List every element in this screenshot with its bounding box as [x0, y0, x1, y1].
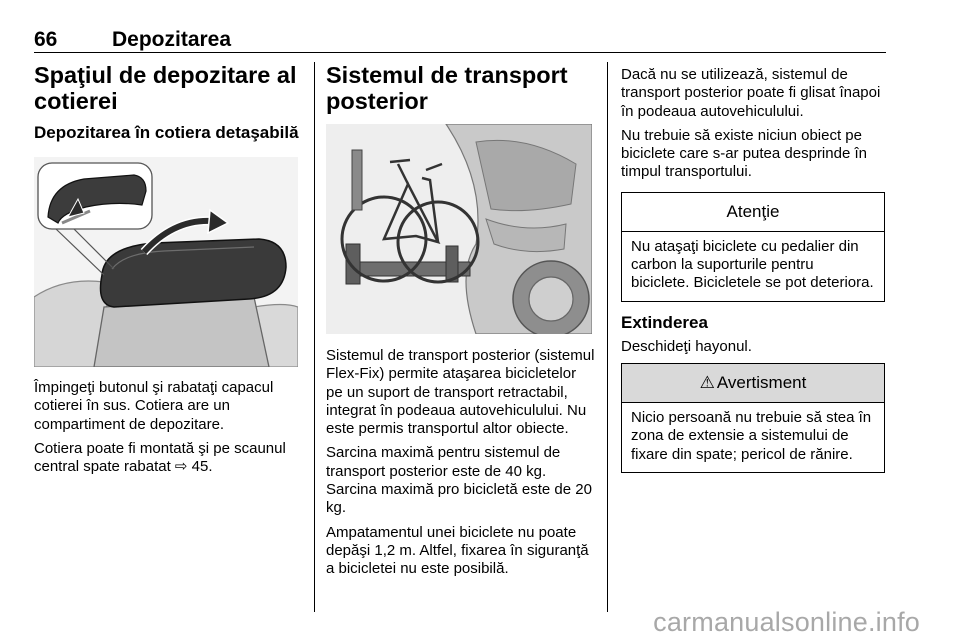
notice-title: Atenţie	[622, 193, 884, 232]
armrest-illustration	[34, 157, 298, 367]
column-2	[326, 62, 596, 579]
warning-title: Avertisment	[716, 372, 807, 392]
armrest-storage-heading: Spaţiul de depozitare al cotierei	[34, 62, 297, 114]
detachable-armrest-subheading: Depozitarea în cotiera detaşabilă	[34, 123, 299, 142]
column-divider-1	[314, 62, 315, 612]
page-number: 66	[34, 28, 58, 51]
armrest-instruction-text: Împingeţi butonul şi rabataţi capacul cotierei în sus. Cotiera are un compartiment de depozitare.	[34, 379, 274, 433]
armrest-mounting-text: Cotiera poate fi montată şi pe scaunul central spate rabatat ⇨ 45.	[34, 439, 286, 476]
carrier-retract-text: Dacă nu se utilizează, sistemul de transport posterior poate fi glisat înapoi în podeaua autovehiculului.	[621, 66, 881, 120]
warning-body: Nicio persoană nu trebuie să stea în zona de extensie a sistemului de fixare din spate; pericol de rănire.	[631, 408, 872, 463]
section-title: Depozitarea	[112, 28, 232, 51]
notice-body: Nu ataşaţi biciclete cu pedalier din carbon la suporturile pentru biciclete. Bicicletele se pot deteriora.	[631, 237, 874, 292]
watermark-text: carmanualsonline.info	[653, 607, 920, 637]
warning-header	[622, 364, 884, 403]
header-divider	[34, 52, 886, 53]
extending-subheading: Extinderea	[621, 312, 708, 332]
column-3	[621, 66, 887, 473]
open-tailgate-text: Deschideţi hayonul.	[621, 337, 752, 355]
warning-box	[621, 363, 885, 473]
column-divider-2	[607, 62, 608, 612]
warning-icon: ⚠	[699, 372, 715, 392]
rear-carrier-heading: Sistemul de transport posterior	[326, 62, 568, 114]
carrier-description-text: Sistemul de transport posterior (sistemul Flex-Fix) permite ataşarea bicicletelor pe un suport de transport retractabil, integrat în podeaua autovehiculului. Nu este permis transportul altor obiecte.	[326, 347, 595, 438]
bicycle-carrier-illustration	[326, 124, 592, 334]
carrier-load-text: Sarcina maximă pentru sistemul de transport posterior este de 40 kg. Sarcina maximă pro bicicletă este de 20 kg.	[326, 444, 592, 517]
column-1	[34, 62, 304, 476]
carrier-wheelbase-text: Ampatamentul unei biciclete nu poate depăşi 1,2 m. Altfel, fixarea în siguranţă a bicicletei nu este posibilă.	[326, 523, 589, 578]
notice-box	[621, 192, 885, 302]
carrier-objects-text: Nu trebuie să existe niciun obiect pe biciclete care s-ar putea desprinde în timpul transportului.	[621, 126, 867, 181]
